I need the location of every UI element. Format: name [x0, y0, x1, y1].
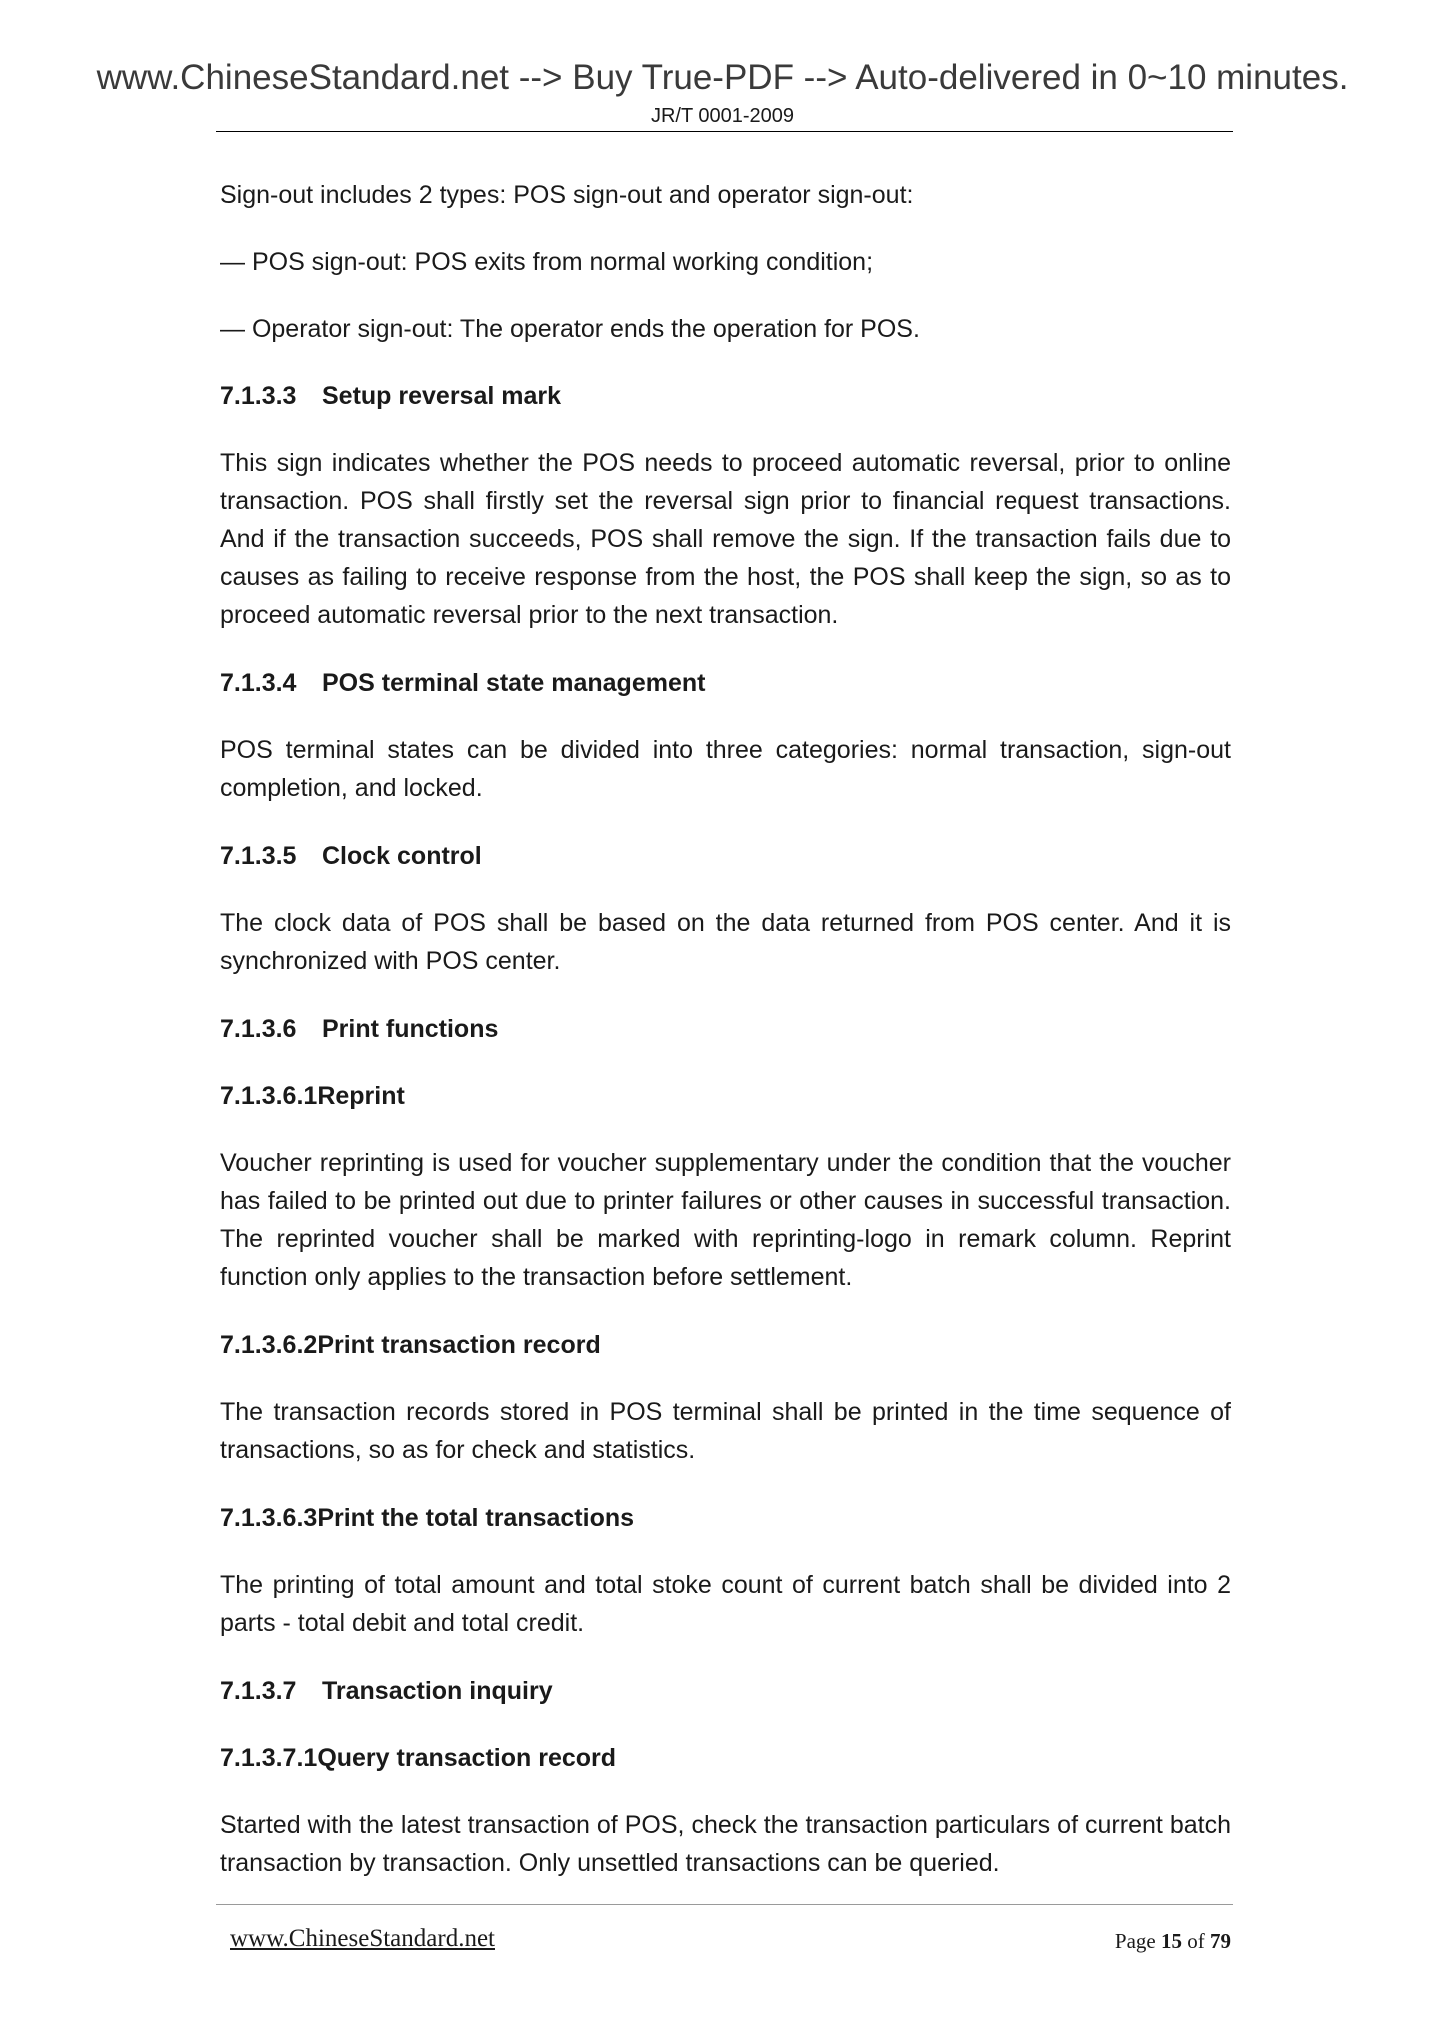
section-number: 7.1.3.5 [220, 842, 297, 870]
section-title: Print functions [322, 1015, 499, 1043]
section-title: Transaction inquiry [322, 1677, 553, 1705]
print-record-paragraph: The transaction records stored in POS terminal shall be printed in the time sequence of transactions, so as for check and statistics. [220, 1398, 1231, 1464]
section-number: 7.1.3.6.2 [220, 1331, 318, 1359]
print-total-paragraph: The printing of total amount and total stoke count of current batch shall be divided into 2 parts - total debit and total credit. [220, 1571, 1231, 1637]
page-total: 79 [1210, 1929, 1231, 1953]
section-title: Print transaction record [317, 1331, 601, 1359]
section-heading-71362 [220, 1326, 1231, 1364]
clock-control-paragraph: The clock data of POS shall be based on the data returned from POS center. And it is synchronized with POS center. [220, 909, 1231, 975]
section-heading-71363 [220, 1499, 1231, 1537]
footer-site-link[interactable]: www.ChineseStandard.net [230, 1925, 495, 1952]
section-title: Clock control [322, 842, 482, 870]
section-heading-7133 [220, 377, 1231, 415]
terminal-state-paragraph: POS terminal states can be divided into three categories: normal transaction, sign-out completion, and locked. [220, 736, 1231, 802]
footer-divider [216, 1904, 1233, 1905]
section-number: 7.1.3.7 [220, 1677, 297, 1705]
section-number: 7.1.3.7.1 [220, 1744, 318, 1772]
reprint-paragraph: Voucher reprinting is used for voucher supplementary under the condition that the voucher has failed to be printed out due to printer failures or other causes in successful transaction. The reprinted voucher shall be marked with reprinting-logo in remark column. Reprint function only applies to the transaction before settlement. [220, 1149, 1231, 1291]
section-number: 7.1.3.4 [220, 669, 297, 697]
section-title: Query transaction record [317, 1744, 617, 1772]
section-heading-7136 [220, 1010, 1231, 1048]
section-title: Reprint [317, 1082, 405, 1110]
page-separator: of [1187, 1929, 1205, 1953]
header-divider [216, 131, 1233, 132]
section-heading-7134 [220, 664, 1231, 702]
page-number [1115, 1929, 1231, 1954]
signout-intro-paragraph: Sign-out includes 2 types: POS sign-out and operator sign-out: [220, 181, 914, 209]
section-number: 7.1.3.6.1 [220, 1082, 318, 1110]
section-heading-7135 [220, 837, 1231, 875]
standard-code: JR/T 0001-2009 [650, 105, 795, 127]
section-number: 7.1.3.6.3 [220, 1504, 318, 1532]
section-number: 7.1.3.3 [220, 382, 297, 410]
page-current: 15 [1161, 1929, 1182, 1953]
section-number: 7.1.3.6 [220, 1015, 297, 1043]
site-banner: www.ChineseStandard.net --> Buy True-PDF --> Auto-delivered in 0~10 minutes. [96, 58, 1349, 97]
section-title: Print the total transactions [317, 1504, 635, 1532]
section-heading-71361 [220, 1077, 1231, 1115]
section-title: POS terminal state management [322, 669, 706, 697]
page-prefix: Page [1114, 1929, 1156, 1953]
reversal-mark-paragraph: This sign indicates whether the POS needs to proceed automatic reversal, prior to online transaction. POS shall firstly set the reversal sign prior to financial request transactions. And if the transaction succeeds, POS shall remove the sign. If the transaction fails due to causes as failing to receive response from the host, the POS shall keep the sign, so as to proceed automatic reversal prior to the next transaction. [220, 449, 1231, 629]
section-title: Setup reversal mark [322, 382, 562, 410]
operator-signout-item: — Operator sign-out: The operator ends the operation for POS. [220, 315, 920, 343]
section-heading-71371 [220, 1739, 1231, 1777]
section-heading-7137 [220, 1672, 1231, 1710]
query-record-paragraph: Started with the latest transaction of POS, check the transaction particulars of current batch transaction by transaction. Only unsettled transactions can be queried. [220, 1811, 1231, 1877]
pos-signout-item: — POS sign-out: POS exits from normal working condition; [220, 248, 874, 276]
